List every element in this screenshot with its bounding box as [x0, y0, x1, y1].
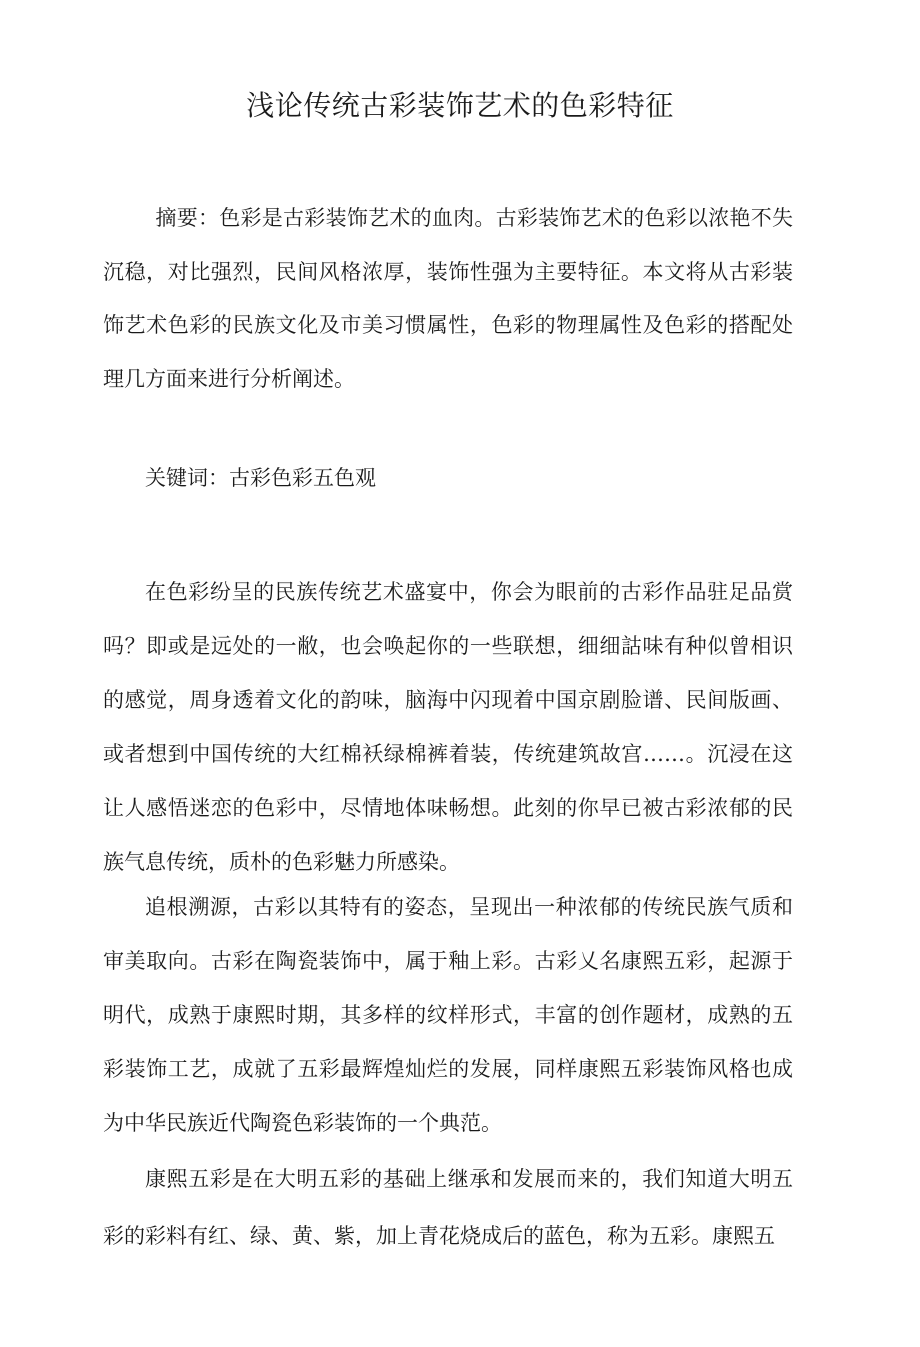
- body-paragraph: 康熙五彩是在大明五彩的基础上继承和发展而来的，我们知道大明五彩的彩料有红、绿、黄、紫，加上青花烧成后的蓝色，称为五彩。康熙五: [103, 1167, 793, 1248]
- body-paragraph: 追根溯源，古彩以其特有的姿态，呈现出一种浓郁的传统民族气质和审美取向。古彩在陶瓷装饰中，属于釉上彩。古彩乂名康熙五彩，起源于明代，成熟于康熙时期，其多样的纹样形式，丰富的创作题材，成熟的五彩装饰工艺，成就了五彩最辉煌灿烂的发展，同样康熙五彩装饰风格也成为中华民族近代陶瓷色彩装饰的一个典范。: [103, 895, 793, 1135]
- body-paragraph: 在色彩纷呈的民族传统艺术盛宴中，你会为眼前的古彩作品驻足品赏吗？即或是远处的一敝，也会唤起你的一些联想，细细詁味有种似曾相识的感觉，周身透着文化的韵味，脑海中闪现着中国京剧脸谱、民间版画、或者想到中国传统的大红棉袄绿棉裤着装，传统建筑故宫……。沉浸在这让人感悟迷恋的色彩中，尽情地体味畅想。此刻的你早已被古彩浓郁的民族气息传统，质朴的色彩魅力所感染。: [103, 580, 793, 874]
- document-title: 浅论传统古彩装饰艺术的色彩特征: [246, 89, 674, 122]
- abstract-paragraph: 摘要：色彩是古彩装饰艺术的血肉。古彩装饰艺术的色彩以浓艳不失沉稳，对比强烈，民间风格浓厚，装饰性强为主要特征。本文将从古彩装饰艺术色彩的民族文化及市美习惯属性，色彩的物理属性及色彩的搭配处理几方面来进行分析阐述。: [103, 206, 793, 391]
- keywords-line: 关键词：古彩色彩五色观: [145, 466, 376, 490]
